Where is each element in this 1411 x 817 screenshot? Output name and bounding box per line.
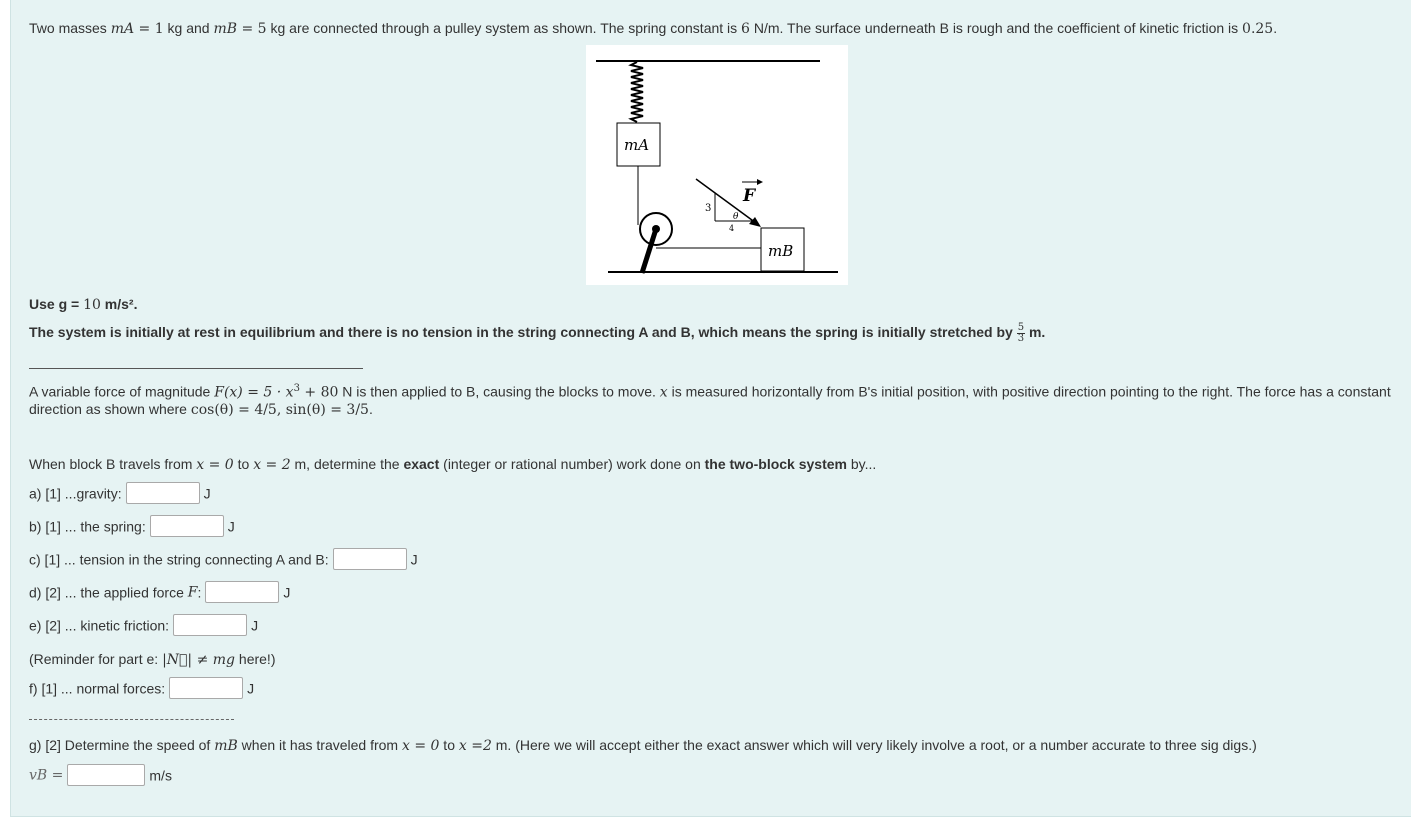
triangle-side-3: 3 <box>705 203 712 214</box>
part-g-t3: to <box>439 737 459 753</box>
part-f <box>29 677 254 699</box>
part-d <box>29 581 290 603</box>
question-t5: by... <box>847 456 877 472</box>
part-f-unit: J <box>247 680 255 697</box>
part-e <box>29 614 258 636</box>
part-c-unit: J <box>410 551 418 568</box>
question-t2: to <box>233 456 254 472</box>
force-t4: direction as shown where <box>29 401 191 417</box>
mass-a-value: = 1 <box>134 21 164 37</box>
fraction-numerator: 5 <box>1017 321 1025 333</box>
part-f-input[interactable] <box>169 677 243 699</box>
range-start: x = 0 <box>196 457 234 473</box>
theta-label: θ <box>733 212 739 222</box>
intro-t1: Two masses <box>29 20 111 36</box>
part-g-answer <box>29 764 172 786</box>
question-t1: When block B travels from <box>29 456 197 472</box>
initial-unit: m. <box>1025 324 1046 340</box>
part-b-unit: J <box>227 518 235 535</box>
part-f-label: f) [1] ... normal forces: <box>29 680 166 697</box>
part-c-label: c) [1] ... tension in the string connecting A and B: <box>29 551 329 568</box>
question-panel <box>10 0 1411 817</box>
force-t1: A variable force of magnitude <box>29 383 215 400</box>
vb-label: vB = <box>29 767 64 784</box>
part-d-colon: : <box>197 584 202 601</box>
part-a-label: a) [1] ...gravity: <box>29 485 122 502</box>
reminder-expression: |N⃗| ≠ mg <box>162 652 236 668</box>
intro-t4: N/m. The surface underneath B is rough and the coefficient of kinetic friction is <box>749 20 1243 36</box>
part-a-unit: J <box>203 485 211 502</box>
intro-t3: kg are connected through a pulley system as shown. The spring constant is <box>266 20 742 36</box>
triangle-side-4: 4 <box>729 224 735 233</box>
force-t3: is measured horizontally from B's initial position, with positive direction pointing to the right. The force has a constant <box>667 383 1391 400</box>
stretch-fraction <box>1017 323 1025 344</box>
part-e-input[interactable] <box>173 614 247 636</box>
exact-emphasis: exact <box>403 456 440 472</box>
section-divider <box>29 368 363 369</box>
g-prefix: Use g = <box>29 296 84 312</box>
intro-t2: kg and <box>163 20 214 36</box>
part-e-reminder <box>29 649 275 670</box>
part-e-unit: J <box>251 617 259 634</box>
force-label: F <box>743 186 756 206</box>
part-d-unit: J <box>283 584 291 601</box>
part-g-range-end: x =2 <box>458 738 492 754</box>
intro-text <box>29 18 1277 39</box>
initial-text: The system is initially at rest in equilibrium and there is no tension in the string connecting A and B, which means the spring is initially stretched by <box>29 324 1017 340</box>
spring-constant: 6 <box>741 21 750 37</box>
force-t5: . <box>368 401 373 417</box>
force-constant: + 80 <box>299 384 339 401</box>
part-d-label: d) [2] ... the applied force <box>29 584 188 601</box>
part-d-symbol: F <box>187 584 198 601</box>
part-g-question <box>29 735 1257 756</box>
mass-b-symbol: mB <box>213 21 238 37</box>
reminder-t2: here!) <box>235 651 276 667</box>
friction-coefficient: 0.25 <box>1242 21 1274 37</box>
part-b-label: b) [1] ... the spring: <box>29 518 146 535</box>
fraction-denominator: 3 <box>1017 332 1025 344</box>
mass-b-value: = 5 <box>237 21 267 37</box>
force-description-2 <box>29 399 373 420</box>
part-g-range-start: x = 0 <box>401 738 440 754</box>
part-g-t4: m. (Here we will accept either the exact answer which will very likely involve a root, or a number accurate to three sig digs.) <box>491 737 1257 753</box>
part-a <box>29 482 211 504</box>
pulley-diagram-svg <box>586 45 848 285</box>
x-symbol: x <box>659 384 668 401</box>
range-end: x = 2 <box>253 457 291 473</box>
force-t2: N is then applied to B, causing the blocks to move. <box>338 383 660 400</box>
work-question <box>29 454 876 475</box>
part-c <box>29 548 418 570</box>
question-t4: (integer or rational number) work done on <box>439 456 705 472</box>
g-value: 10 <box>83 297 101 313</box>
block-b-label: mB <box>768 242 794 260</box>
force-trig: cos(θ) = 4/5, sin(θ) = 3/5 <box>190 402 369 418</box>
gravity-given <box>29 294 138 315</box>
part-e-label: e) [2] ... kinetic friction: <box>29 617 170 634</box>
vector-bar-head <box>757 179 763 185</box>
pulley-diagram <box>586 45 848 285</box>
mass-a-symbol: mA <box>110 21 135 37</box>
spring-coil <box>631 62 643 122</box>
part-g-t1: g) [2] Determine the speed of <box>29 737 215 753</box>
part-a-input[interactable] <box>126 482 200 504</box>
question-t3: m, determine the <box>290 456 404 472</box>
part-d-input[interactable] <box>205 581 279 603</box>
part-g-t2: when it has traveled from <box>237 737 402 753</box>
part-c-input[interactable] <box>333 548 407 570</box>
part-b <box>29 515 235 537</box>
intro-t5: . <box>1273 20 1278 36</box>
reminder-t1: (Reminder for part e: <box>29 651 163 667</box>
part-g-input[interactable] <box>67 764 145 786</box>
block-a-label: mA <box>624 136 650 154</box>
part-b-input[interactable] <box>150 515 224 537</box>
initial-condition <box>29 322 1045 344</box>
part-g-symbol: mB <box>214 738 238 754</box>
force-function: F(x) = 5 · x <box>214 384 294 401</box>
g-unit: m/s². <box>100 296 138 312</box>
system-emphasis: the two-block system <box>704 456 847 472</box>
dashed-divider <box>29 719 234 720</box>
part-g-unit: m/s <box>149 767 172 784</box>
force-exponent: 3 <box>293 383 300 394</box>
